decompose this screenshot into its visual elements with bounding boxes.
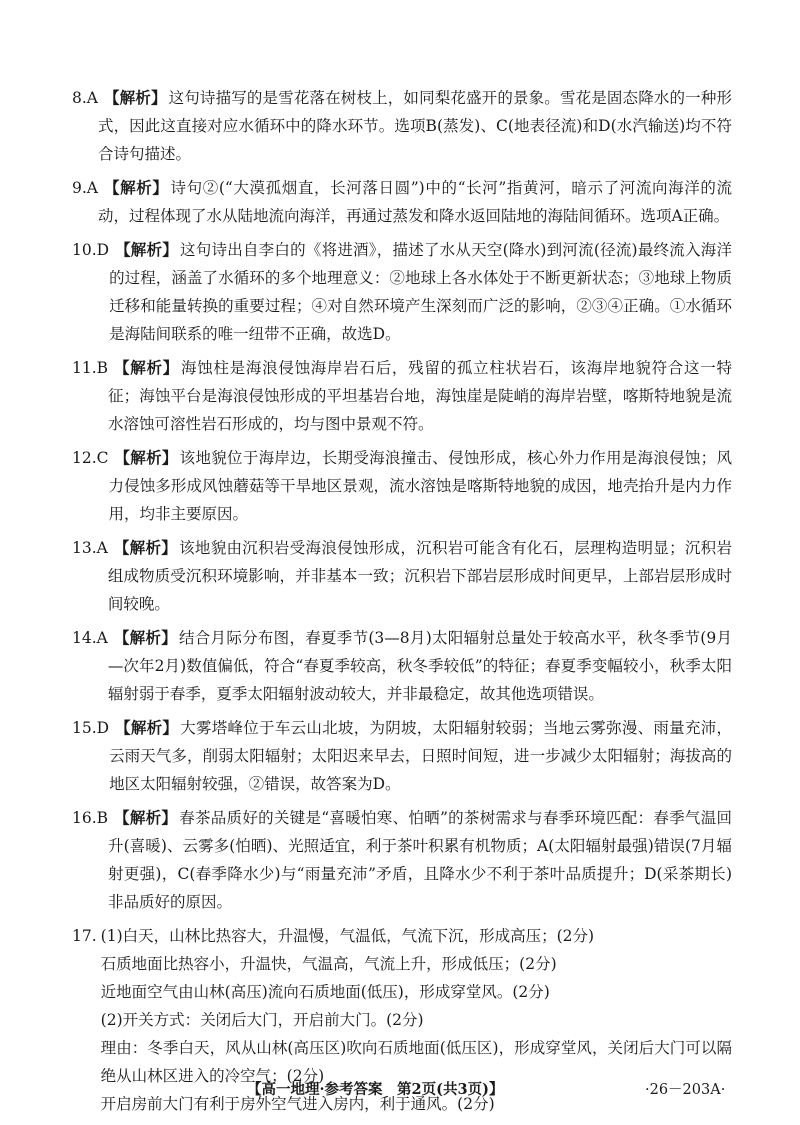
answer-item-11: [72, 354, 732, 438]
answer-item-10: [72, 236, 732, 348]
answer-text: 这句诗出自李白的《将进酒》，描述了水从天空(降水)到河流(径流)最终流入海洋的过程，涵盖了水循环的多个地理意义：②地球上各水体处于不断更新状态；③地球上物质迁移和能量转换的重要过程；④对自然环境产生深刻而广泛的影响，②③④正确。①水循环是海陆间联系的唯一纽带不正确，故选D。: [109, 241, 732, 343]
answer-number: 12.C: [72, 449, 109, 467]
answer-text: 该地貌由沉积岩受海浪侵蚀形成，沉积岩可能含有化石，层理构造明显；沉积岩组成物质受沉积环境影响，并非基本一致；沉积岩下部岩层形成时间更早，上部岩层形成时间较晚。: [107, 539, 732, 613]
answer-number: 10.D: [72, 241, 110, 259]
answer-line: 石质地面比热容小，升温快，气温高，气流上升，形成低压；(2分): [100, 955, 557, 973]
footer-code: ·26－203A·: [645, 1082, 726, 1098]
analysis-tag: 【解析】: [113, 628, 177, 647]
answer-text: 大雾塔峰位于车云山北坡，为阴坡，太阳辐射较弱；当地云雾弥漫、雨量充沛，云雨天气多，削弱太阳辐射；太阳迟来早去，日照时间短，进一步减少太阳辐射；海拔高的地区太阳辐射较强，②错误，故答案为D。: [109, 719, 732, 793]
analysis-tag: 【解析】: [115, 718, 179, 737]
answer-item-13: [72, 534, 732, 618]
answer-line: 开启房前大门有利于房外空气进入房内，利于通风。(2分): [100, 1095, 495, 1113]
answer-number: 8.A: [72, 89, 98, 107]
answer-number: 16.B: [72, 809, 109, 827]
answer-number: 9.A: [72, 179, 98, 197]
answer-text: 这句诗描写的是雪花落在树枝上，如同梨花盛开的景象。雪花是固态降水的一种形式，因此这直接对应水循环中的降水环节。选项B(蒸发)、C(地表径流)和D(水汽输送)均不符合诗句描述。: [97, 89, 732, 163]
answer-item-9: [72, 174, 732, 230]
answer-number: 14.A: [72, 629, 108, 647]
answer-line: 近地面空气由山林(高压)流向石质地面(低压)，形成穿堂风。(2分): [100, 983, 550, 1001]
answer-text: 结合月际分布图，春夏季节(3—8月)太阳辐射总量处于较高水平，秋冬季节(9月—次年2月)数值偏低，符合“春夏季较高，秋冬季较低”的特征；春夏季变幅较小，秋季太阳辐射弱于春季，夏季太阳辐射波动较大，并非最稳定，故其他选项错误。: [107, 629, 732, 703]
analysis-tag: 【解析】: [103, 88, 167, 107]
answer-line: (2)开关方式：关闭后大门，开启前大门。(2分): [100, 1011, 424, 1029]
answer-number: 13.A: [72, 539, 108, 557]
page-footer: [0, 1078, 800, 1102]
analysis-tag: 【解析】: [114, 358, 179, 377]
analysis-tag: 【解析】: [114, 808, 178, 827]
answer-item-15: [72, 714, 732, 798]
answer-line: 理由：冬季白天，风从山林(高压区)吹向石质地面(低压区)，形成穿堂风，关闭后大门可以隔绝从山林区进入的冷空气；(2分): [100, 1039, 732, 1085]
answer-list: [72, 84, 732, 1124]
answer-number: 11.B: [72, 359, 109, 377]
answer-text: 春茶品质好的关键是“喜暖怕寒、怕晒”的茶树需求与春季环境匹配：春季气温回升(喜暖)、云雾多(怕晒)、光照适宜，利于茶叶积累有机物质；A(太阳辐射最强)错误(7月辐射更强)，C(春季降水少)与“雨量充沛”矛盾，且降水少不利于茶叶品质提升；D(采茶期长)非品质好的原因。: [108, 809, 732, 911]
analysis-tag: 【解析】: [115, 240, 179, 259]
answer-text: 诗句②(“大漠孤烟直，长河落日圆”)中的“长河”指黄河，暗示了河流向海洋的流动，过程体现了水从陆地流向海洋，再通过蒸发和降水返回陆地的海陆间循环。选项A正确。: [97, 179, 732, 225]
answer-item-12: [72, 444, 732, 528]
answer-item-14: [72, 624, 732, 708]
analysis-tag: 【解析】: [103, 178, 169, 197]
answer-number: 17.: [72, 927, 97, 945]
answer-number: 15.D: [72, 719, 110, 737]
analysis-tag: 【解析】: [114, 448, 178, 467]
answer-item-8: [72, 84, 732, 168]
answer-item-16: [72, 804, 732, 916]
answer-line: (1)白天，山林比热容大，升温慢，气温低，气流下沉，形成高压；(2分): [100, 927, 595, 945]
answer-text: 该地貌位于海岸边，长期受海浪撞击、侵蚀形成，核心外力作用是海浪侵蚀；风力侵蚀多形成风蚀蘑菇等干旱地区景观，流水溶蚀是喀斯特地貌的成因，地壳抬升是内力作用，均非主要原因。: [108, 449, 732, 523]
answer-text: 海蚀柱是海浪侵蚀海岸岩石后，残留的孤立柱状岩石，该海岸地貌符合这一特征；海蚀平台是海浪侵蚀形成的平坦基岩台地，海蚀崖是陡峭的海岸岩壁，喀斯特地貌是流水溶蚀可溶性岩石形成的，均与图中景观不符。: [108, 359, 732, 433]
analysis-tag: 【解析】: [113, 538, 178, 557]
footer-title: 【高一地理·参考答案 第2页(共3页)】: [247, 1081, 504, 1098]
